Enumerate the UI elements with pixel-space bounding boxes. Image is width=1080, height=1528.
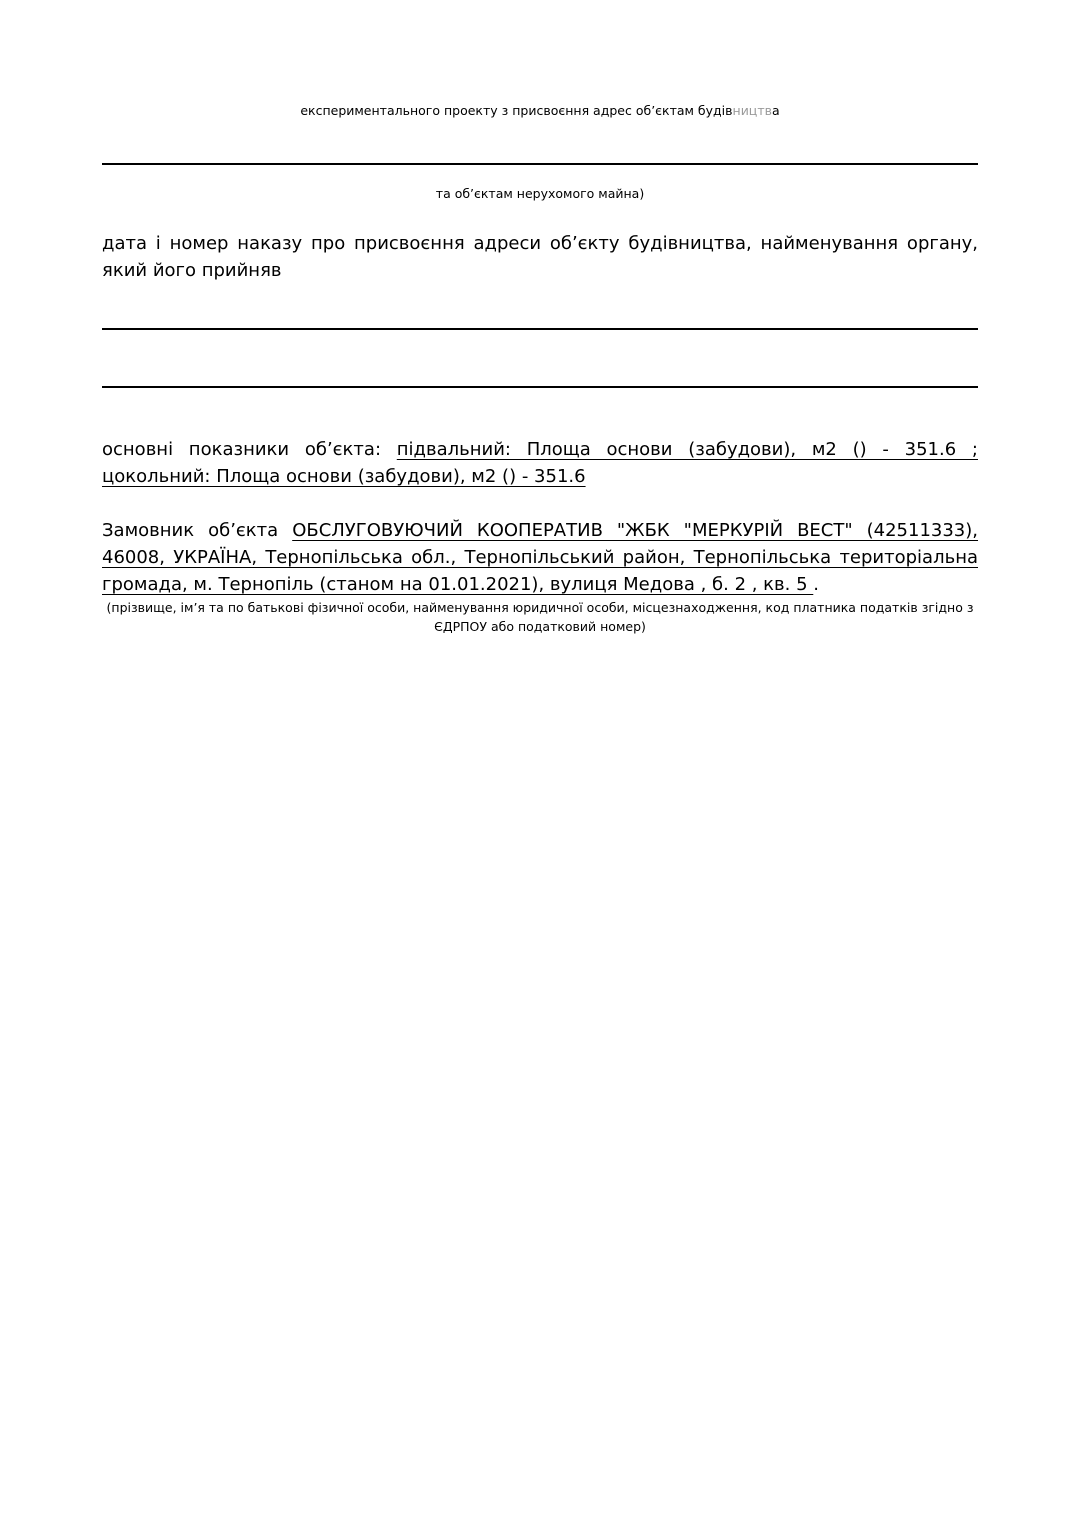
header-rule: [102, 163, 978, 165]
customer-value: ОБСЛУГОВУЮЧИЙ КООПЕРАТИВ "ЖБК "МЕРКУРІЙ ВЕСТ" (42511333), 46008, УКРАЇНА, Тернопільська обл., Тернопільський район, Тернопільська територіальна громада, м. Тернопіль (станом на 01.01.2021), вулиця Медова , б. 2 , кв. 5: [102, 520, 979, 595]
order-info-text: дата і номер наказу про присвоєння адреси об’єкту будівництва, найменування органу, який його прийняв: [102, 233, 978, 281]
indicators-paragraph: [102, 436, 978, 490]
customer-label: Замовник об’єкта: [102, 520, 293, 541]
order-info-rule-2: [102, 386, 978, 388]
customer-paragraph: [102, 517, 978, 598]
header-text-main: експериментального проекту з присвоєння адрес об’єктам будів: [300, 103, 733, 118]
order-info-rule-1: [102, 328, 978, 330]
indicators-label: основні показники об’єкта:: [102, 439, 397, 460]
indicators-value: підвальний: Площа основи (забудови), м2 () - 351.6 ; цокольний: Площа основи (забудови), м2 () - 351.6: [102, 439, 978, 487]
header-text: [0, 102, 1080, 120]
header-caption: та об’єктам нерухомого майна): [435, 186, 645, 201]
customer-caption: (прізвище, ім’я та по батькові фізичної особи, найменування юридичної особи, місцезнаходження, код платника податків згідно з ЄДРПОУ або податковий номер): [106, 600, 974, 634]
customer-end: .: [813, 574, 820, 595]
header-text-tail: а: [771, 103, 780, 118]
header-text-faded: ництв: [732, 103, 772, 118]
